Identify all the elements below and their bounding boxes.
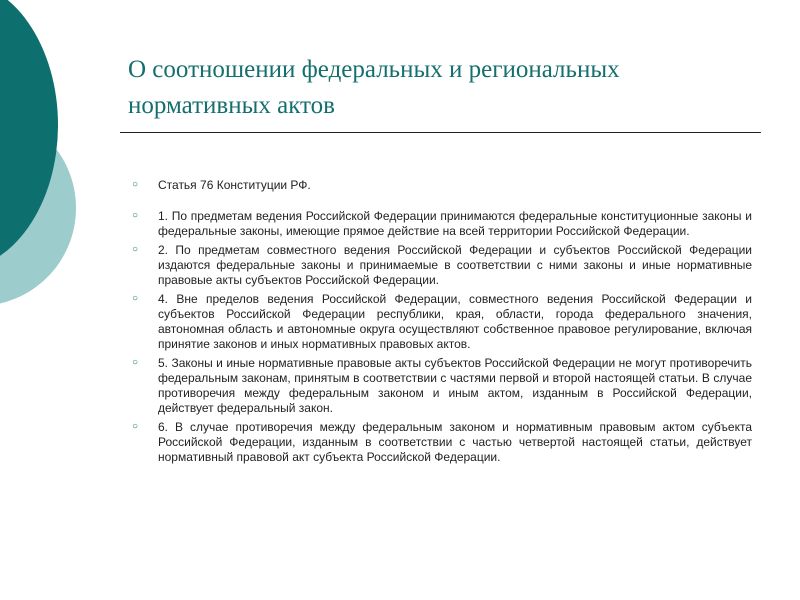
list-item-text: 4. Вне пределов ведения Российской Федерации, совместного ведения Российской Федерации и субъектов Российской Федерации республики, края, области, города федерального значения, автономная область и автономные округа осуществляют собственное правовое регулирование, включая принятие законов и иных нормативных правовых актов.: [158, 292, 752, 351]
ring-bullet-icon: ○: [132, 179, 139, 190]
decorative-dark-circle: [0, 0, 58, 270]
ring-bullet-icon: ○: [132, 293, 139, 304]
list-item-text: 6. В случае противоречия между федеральным законом и нормативным правовым актом субъекта Российской Федерации, изданным в соответствии с частью четвертой настоящей статьи, действует нормативный правовой акт субъекта Российской Федерации.: [158, 420, 752, 464]
slide-title: О соотношении федеральных и региональных нормативных актов: [128, 56, 620, 119]
list-item: [132, 243, 752, 288]
list-item-text: 1. По предметам ведения Российской Федерации принимаются федеральные конституционные законы и федеральные законы, имеющие прямое действие на всей территории Российской Федерации.: [158, 209, 752, 238]
list-item: [132, 420, 752, 465]
list-item-text: Статья 76 Конституции РФ.: [158, 178, 311, 192]
list-item: [132, 292, 752, 352]
list-item: [132, 356, 752, 416]
list-item-text: 2. По предметам совместного ведения Российской Федерации и субъектов Российской Федерации издаются федеральные законы и принимаемые в соответствии с ними законы и иные нормативные правовые акты субъектов Российской Федерации.: [158, 243, 752, 287]
decorative-light-circle: [0, 110, 76, 306]
title-divider: [120, 132, 761, 133]
list-item-text: 5. Законы и иные нормативные правовые акты субъектов Российской Федерации не могут противоречить федеральным законам, принятым в соответствии с частями первой и второй настоящей статьи. В случае противоречия между федеральным законом и иным актом, изданным в Российской Федерации, действует федеральный закон.: [158, 356, 752, 415]
bullet-list: [132, 178, 752, 469]
ring-bullet-icon: ○: [132, 210, 139, 221]
ring-bullet-icon: ○: [132, 244, 139, 255]
ring-bullet-icon: ○: [132, 357, 139, 368]
list-item: [132, 178, 752, 193]
ring-bullet-icon: ○: [132, 421, 139, 432]
list-item: [132, 209, 752, 239]
